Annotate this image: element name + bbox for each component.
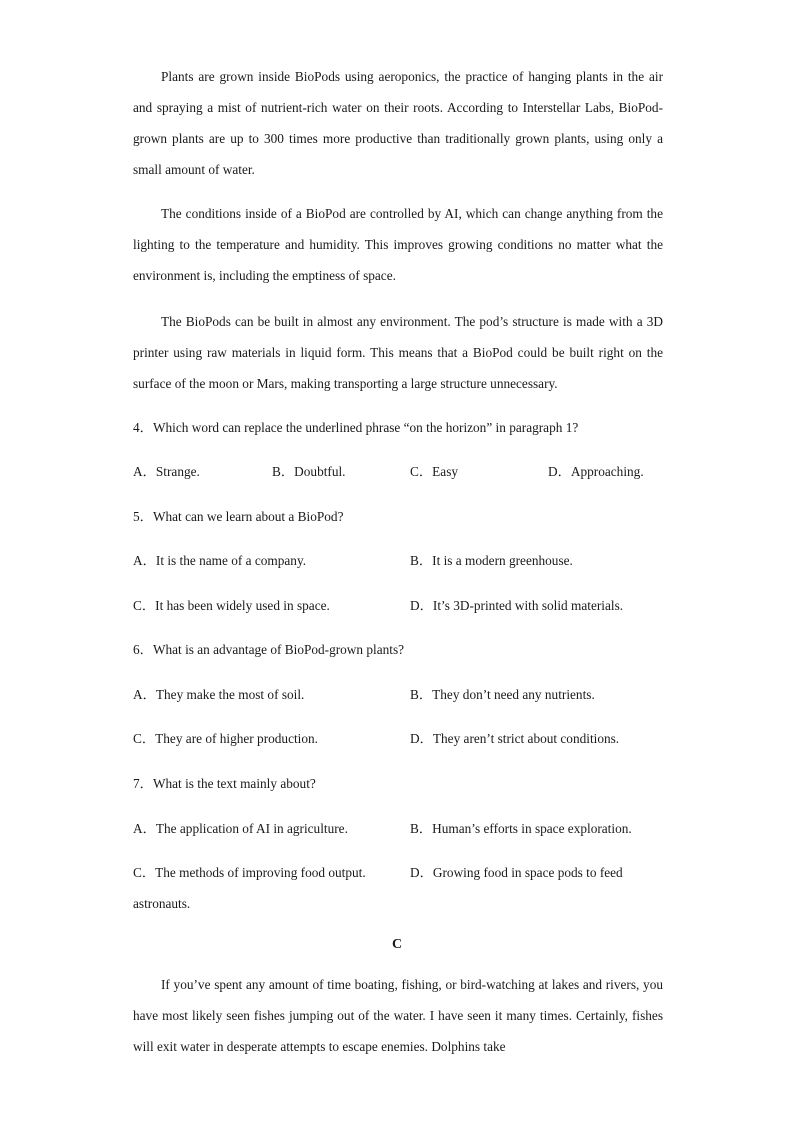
question-6-stem: 6．What is an advantage of BioPod-grown plants?	[133, 642, 405, 657]
question-5-stem: 5．What can we learn about a BioPod?	[133, 509, 344, 524]
question-4-option-b: B．Doubtful.	[272, 464, 346, 479]
question-4-option-c: C．Easy	[410, 464, 459, 479]
question-4-option-a: A．Strange.	[133, 464, 200, 479]
question-7-option-a: A．The application of AI in agriculture.	[133, 821, 348, 836]
question-6-option-c: C．They are of higher production.	[133, 731, 318, 746]
question-7-option-d-continuation: astronauts.	[133, 896, 191, 911]
question-5-option-b: B．It is a modern greenhouse.	[410, 553, 573, 568]
question-7-option-c: C．The methods of improving food output.	[133, 865, 366, 880]
question-6-option-d: D．They aren’t strict about conditions.	[410, 731, 620, 746]
question-6-option-a: A．They make the most of soil.	[133, 687, 305, 702]
question-6-option-b: B．They don’t need any nutrients.	[410, 687, 595, 702]
section-c-title: C	[391, 937, 403, 952]
passage-paragraph-3: The BioPods can be built in almost any environment. The pod’s structure is made with a 3D printer using raw materials in liquid form. This means that a BioPod could be built right on the surface of the moon or Mars, making transporting a large structure unnecessary.	[133, 314, 663, 391]
passage-paragraph-1: Plants are grown inside BioPods using aeroponics, the practice of hanging plants in the air and spraying a mist of nutrient-rich water on their roots. According to Interstellar Labs, BioPod-grown plants are up to 300 times more productive than traditionally grown plants, using only a small amount of water.	[133, 69, 663, 177]
question-4-stem: 4．Which word can replace the underlined phrase “on the horizon” in paragraph 1?	[133, 420, 579, 435]
question-5-option-c: C．It has been widely used in space.	[133, 598, 330, 613]
passage-paragraph-2: The conditions inside of a BioPod are controlled by AI, which can change anything from the lighting to the temperature and humidity. This improves growing conditions no matter what the environment is, including the emptiness of space.	[133, 206, 663, 283]
question-5-option-d: D．It’s 3D-printed with solid materials.	[410, 598, 624, 613]
question-7-stem: 7．What is the text mainly about?	[133, 776, 316, 791]
question-4-option-d: D．Approaching.	[548, 464, 644, 479]
question-7-option-b: B．Human’s efforts in space exploration.	[410, 821, 632, 836]
question-5-option-a: A．It is the name of a company.	[133, 553, 307, 568]
section-c-paragraph-1: If you’ve spent any amount of time boating, fishing, or bird-watching at lakes and rivers, you have most likely seen fishes jumping out of the water. I have seen it many times. Certainly, fishes will exit water in desperate attempts to escape enemies. Dolphins take	[133, 977, 663, 1054]
question-7-option-d: D．Growing food in space pods to feed	[410, 865, 623, 880]
